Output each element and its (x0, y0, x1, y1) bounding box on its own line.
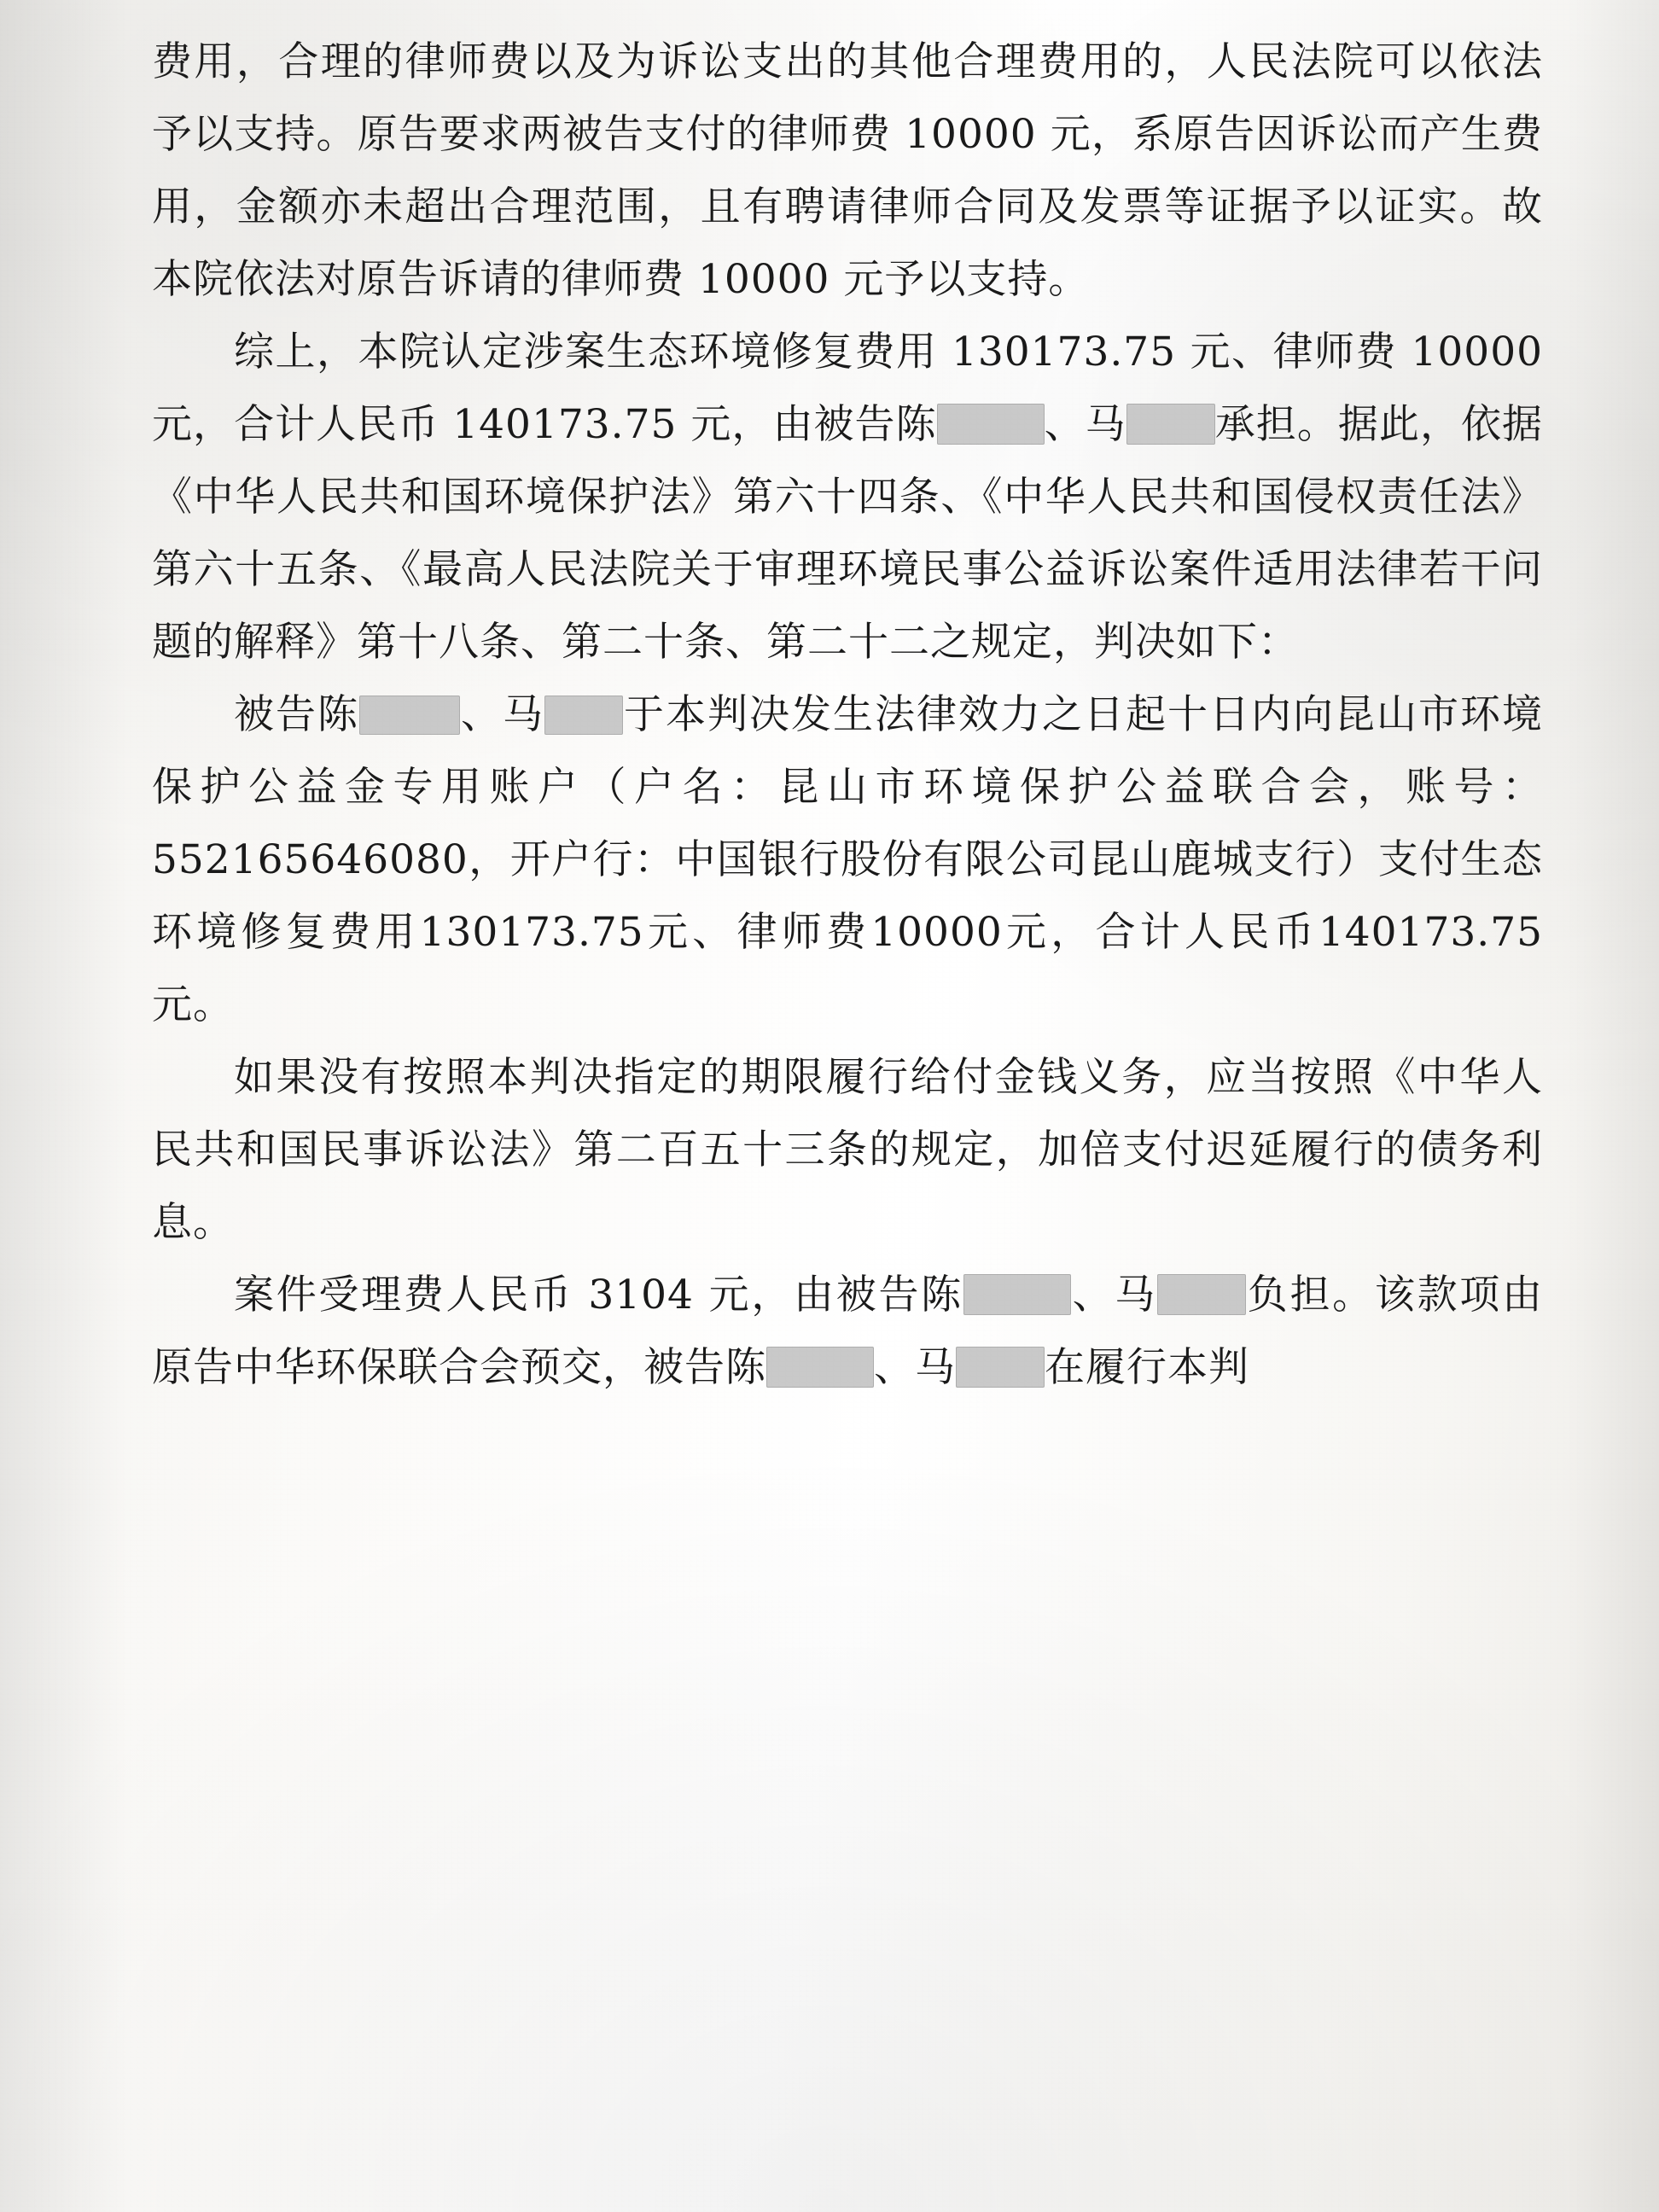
paragraph-text: 综上，本院认定涉案生态环境修复费用 130173.75 元、律师费 10000 元，合计人民币 140173.75 元，由被告陈 (152, 329, 1543, 448)
paragraph-text: 在履行本判 (1045, 1344, 1249, 1391)
paragraph-text: 、马 (874, 1344, 956, 1391)
paragraph-text: 、马 (1044, 401, 1126, 448)
redacted-name-block (544, 696, 623, 735)
paragraph-text: 如果没有按照本判决指定的期限履行给付金钱义务，应当按照《中华人民共和国民事诉讼法》第二百五十三条的规定，加倍支付迟延履行的债务利息。 (152, 1054, 1543, 1246)
paragraph (152, 1041, 1543, 1259)
paragraph-text: 、马 (1070, 1272, 1158, 1318)
paragraph-text: 承担。据此，依据《中华人民共和国环境保护法》第六十四条、《中华人民共和国侵权责任法》第六十五条、《最高人民法院关于审理环境民事公益诉讼案件适用法律若干问题的解释》第十八条、第二十条、第二十二之规定，判决如下： (152, 401, 1544, 666)
paragraph-text: 案件受理费人民币 3104 元，由被告陈 (234, 1272, 963, 1318)
paragraph-text: 负担。该款项由原告中华环保联合会预交，被告陈 (152, 1272, 1543, 1391)
paragraph-text: 、马 (460, 691, 544, 738)
paragraph-text: 于本判决发生法律效力之日起十日内向昆山市环境保护公益金专用账户（户名：昆山市环境保护公益联合会，账号：552165646080，开户行：中国银行股份有限公司昆山鹿城支行）支付生态环境修复费用130173.75元、律师费10000元，合计人民币140173.75元。 (152, 691, 1543, 1028)
redacted-name-block (937, 404, 1045, 445)
redacted-name-block (963, 1274, 1071, 1315)
paragraph (152, 26, 1543, 316)
redacted-name-block (1126, 404, 1215, 445)
paragraph (152, 1259, 1543, 1404)
redacted-name-block (956, 1347, 1045, 1388)
paragraph-text: 费用，合理的律师费以及为诉讼支出的其他合理费用的，人民法院可以依法予以支持。原告要求两被告支付的律师费 10000 元，系原告因诉讼而产生费用，金额亦未超出合理范围，且有聘请律师合同及发票等证据予以证实。故本院依法对原告诉请的律师费 10000 元予以支持。 (152, 38, 1543, 303)
paragraph-text: 被告陈 (234, 691, 359, 738)
document-text-body (152, 26, 1543, 1404)
redacted-name-block (359, 696, 460, 735)
paragraph (152, 678, 1543, 1041)
redacted-name-block (1157, 1274, 1246, 1315)
redacted-name-block (766, 1347, 874, 1388)
paragraph (152, 316, 1543, 678)
